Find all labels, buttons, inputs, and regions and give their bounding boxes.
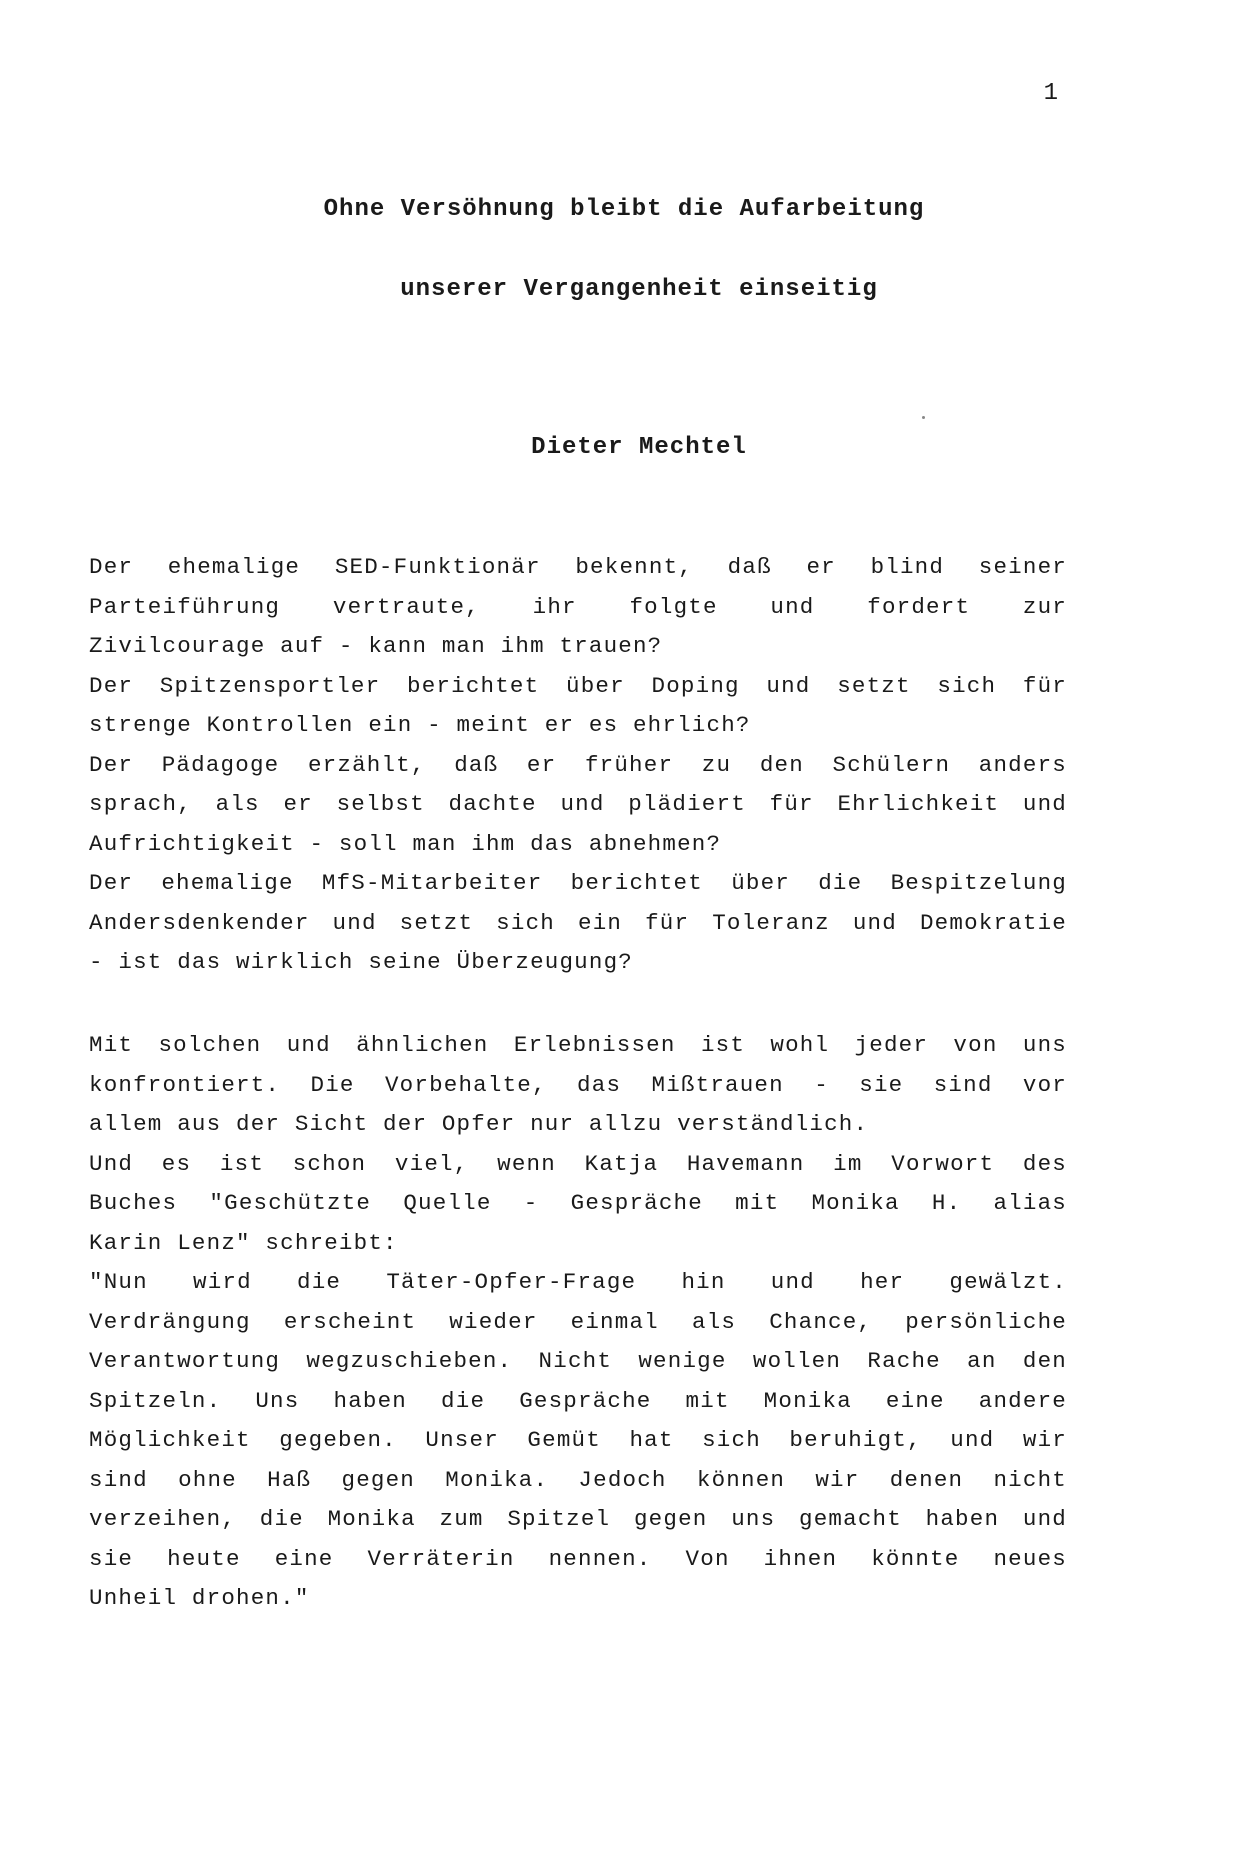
text-line: Aufrichtigkeit - soll man ihm das abnehmen?	[89, 830, 722, 857]
text-line: Spitzeln. Uns haben die Gespräche mit Monika eine andere	[89, 1387, 1067, 1414]
text-line: Der Pädagoge erzählt, daß er früher zu den Schülern anders	[89, 751, 1067, 778]
text-line: Karin Lenz" schreibt:	[89, 1229, 398, 1256]
text-line: Verdrängung erscheint wieder einmal als Chance, persönliche	[89, 1308, 1067, 1335]
text-line: strenge Kontrollen ein - meint er es ehrlich?	[89, 712, 751, 738]
text-line: Andersdenkender und setzt sich ein für Toleranz und Demokratie	[89, 909, 1067, 936]
title-line-1: Ohne Versöhnung bleibt die Aufarbeitung	[323, 196, 925, 223]
text-line: Verantwortung wegzuschieben. Nicht wenige wollen Rache an den	[89, 1348, 1067, 1374]
title-line-2: unserer Vergangenheit einseitig	[400, 276, 878, 303]
text-line: Mit solchen und ähnlichen Erlebnissen ist wohl jeder von uns	[89, 1032, 1067, 1058]
text-line: sprach, als er selbst dachte und plädiert für Ehrlichkeit und	[89, 791, 1067, 817]
page-number: 1	[1043, 80, 1058, 107]
paragraph-1	[89, 548, 1067, 983]
text-line: Der ehemalige MfS-Mitarbeiter berichtet über die Bespitzelung	[89, 870, 1067, 896]
text-line: sie heute eine Verräterin nennen. Von ihnen könnte neues	[89, 1545, 1067, 1572]
text-line: verzeihen, die Monika zum Spitzel gegen uns gemacht haben und	[89, 1506, 1067, 1532]
scan-speck	[922, 416, 925, 419]
text-line: konfrontiert. Die Vorbehalte, das Mißtrauen - sie sind vor	[89, 1071, 1067, 1098]
text-line: "Nun wird die Täter-Opfer-Frage hin und her gewälzt.	[89, 1269, 1067, 1295]
text-line: Buches "Geschützte Quelle - Gespräche mit Monika H. alias	[89, 1190, 1067, 1216]
text-line: Parteiführung vertraute, ihr folgte und fordert zur	[89, 593, 1067, 620]
text-line: Möglichkeit gegeben. Unser Gemüt hat sich beruhigt, und wir	[89, 1427, 1067, 1453]
text-line: allem aus der Sicht der Opfer nur allzu verständlich.	[89, 1111, 869, 1137]
paragraph-2	[89, 1026, 1067, 1619]
text-line: sind ohne Haß gegen Monika. Jedoch können wir denen nicht	[89, 1466, 1067, 1493]
text-line: Und es ist schon viel, wenn Katja Havemann im Vorwort des	[89, 1150, 1067, 1177]
text-line: - ist das wirklich seine Überzeugung?	[89, 949, 633, 975]
author-name: Dieter Mechtel	[531, 434, 747, 461]
text-line: Der Spitzensportler berichtet über Doping und setzt sich für	[89, 672, 1067, 699]
text-line: Der ehemalige SED-Funktionär bekennt, daß er blind seiner	[89, 554, 1067, 580]
text-line: Zivilcourage auf - kann man ihm trauen?	[89, 633, 663, 659]
text-line: Unheil drohen."	[89, 1585, 310, 1611]
